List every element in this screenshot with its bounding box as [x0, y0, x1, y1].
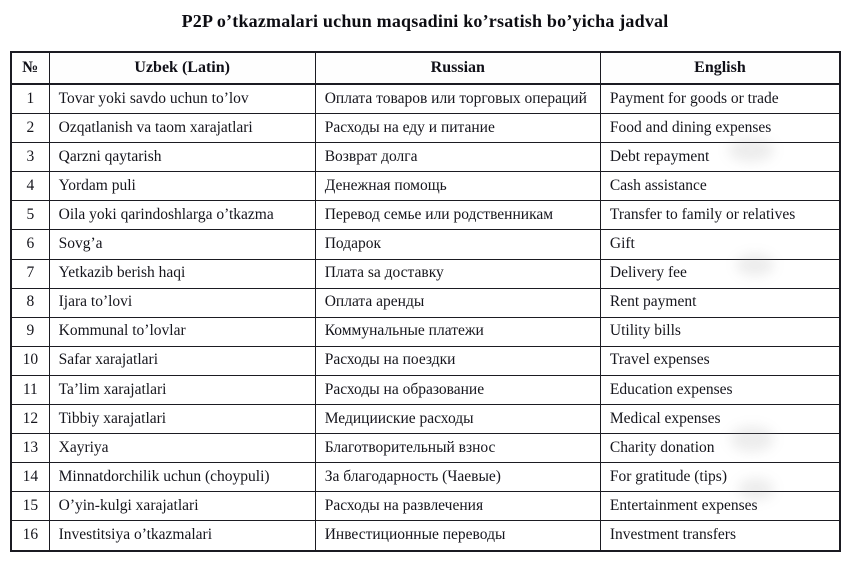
p2p-purpose-table [10, 51, 841, 552]
russian-cell: Расходы на поездки [315, 346, 600, 375]
uzbek-cell: Minnatdorchilik uchun (choypuli) [49, 463, 315, 492]
russian-cell: Расходы на еду и питание [315, 114, 600, 143]
english-cell: Medical expenses [600, 405, 840, 434]
english-cell: Delivery fee [600, 259, 840, 288]
table-row [11, 317, 840, 346]
table-row [11, 201, 840, 230]
uzbek-cell: Ta’lim xarajatlari [49, 375, 315, 404]
uzbek-cell: Oila yoki qarindoshlarga o’tkazma [49, 201, 315, 230]
row-number-cell: 2 [11, 114, 49, 143]
column-header-number: № [11, 52, 49, 84]
uzbek-cell: Sovg’a [49, 230, 315, 259]
row-number-cell: 5 [11, 201, 49, 230]
russian-cell: Оплата аренды [315, 288, 600, 317]
table-row [11, 84, 840, 114]
english-cell: Transfer to family or relatives [600, 201, 840, 230]
english-cell: Travel expenses [600, 346, 840, 375]
row-number-cell: 15 [11, 492, 49, 521]
table-row [11, 143, 840, 172]
russian-cell: Перевод семье или родственникам [315, 201, 600, 230]
row-number-cell: 10 [11, 346, 49, 375]
english-cell: Food and dining expenses [600, 114, 840, 143]
english-cell: Payment for goods or trade [600, 84, 840, 114]
table-row [11, 346, 840, 375]
table-row [11, 288, 840, 317]
row-number-cell: 16 [11, 521, 49, 551]
uzbek-cell: Yetkazib berish haqi [49, 259, 315, 288]
russian-cell: Коммунальные платежи [315, 317, 600, 346]
uzbek-cell: Investitsiya o’tkazmalari [49, 521, 315, 551]
row-number-cell: 9 [11, 317, 49, 346]
uzbek-cell: Qarzni qaytarish [49, 143, 315, 172]
english-cell: Charity donation [600, 434, 840, 463]
english-cell: Debt repayment [600, 143, 840, 172]
english-cell: Cash assistance [600, 172, 840, 201]
english-cell: For gratitude (tips) [600, 463, 840, 492]
uzbek-cell: Ijara to’lovi [49, 288, 315, 317]
table-row [11, 405, 840, 434]
row-number-cell: 13 [11, 434, 49, 463]
english-cell: Rent payment [600, 288, 840, 317]
row-number-cell: 8 [11, 288, 49, 317]
english-cell: Entertainment expenses [600, 492, 840, 521]
uzbek-cell: Safar xarajatlari [49, 346, 315, 375]
russian-cell: Плата sa доставку [315, 259, 600, 288]
russian-cell: Расходы на образование [315, 375, 600, 404]
russian-cell: Расходы на развлечения [315, 492, 600, 521]
uzbek-cell: Yordam puli [49, 172, 315, 201]
row-number-cell: 4 [11, 172, 49, 201]
table-row [11, 521, 840, 551]
russian-cell: Денежная помощь [315, 172, 600, 201]
column-header-english: English [600, 52, 840, 84]
table-row [11, 492, 840, 521]
column-header-uzbek: Uzbek (Latin) [49, 52, 315, 84]
table-row [11, 114, 840, 143]
row-number-cell: 7 [11, 259, 49, 288]
english-cell: Education expenses [600, 375, 840, 404]
russian-cell: Подарок [315, 230, 600, 259]
russian-cell: Медицииские расходы [315, 405, 600, 434]
row-number-cell: 11 [11, 375, 49, 404]
row-number-cell: 14 [11, 463, 49, 492]
uzbek-cell: Xayriya [49, 434, 315, 463]
russian-cell: Инвестиционные переводы [315, 521, 600, 551]
uzbek-cell: Tibbiy xarajatlari [49, 405, 315, 434]
english-cell: Investment transfers [600, 521, 840, 551]
russian-cell: Оплата товаров или торговых операций [315, 84, 600, 114]
row-number-cell: 1 [11, 84, 49, 114]
english-cell: Gift [600, 230, 840, 259]
column-header-russian: Russian [315, 52, 600, 84]
uzbek-cell: Ozqatlanish va taom xarajatlari [49, 114, 315, 143]
russian-cell: Возврат долга [315, 143, 600, 172]
english-cell: Utility bills [600, 317, 840, 346]
uzbek-cell: Tovar yoki savdo uchun to’lov [49, 84, 315, 114]
table-row [11, 375, 840, 404]
row-number-cell: 3 [11, 143, 49, 172]
table-row [11, 259, 840, 288]
table-row [11, 463, 840, 492]
row-number-cell: 6 [11, 230, 49, 259]
uzbek-cell: O’yin-kulgi xarajatlari [49, 492, 315, 521]
table-row [11, 172, 840, 201]
table-row [11, 434, 840, 463]
table-row [11, 230, 840, 259]
table-body [11, 84, 840, 551]
row-number-cell: 12 [11, 405, 49, 434]
uzbek-cell: Kommunal to’lovlar [49, 317, 315, 346]
page-title: P2P o’tkazmalari uchun maqsadini ko’rsatish bo’yicha jadval [181, 11, 669, 31]
table-header-row [11, 52, 840, 84]
russian-cell: За благодарность (Чаевые) [315, 463, 600, 492]
russian-cell: Благотворительный взнос [315, 434, 600, 463]
